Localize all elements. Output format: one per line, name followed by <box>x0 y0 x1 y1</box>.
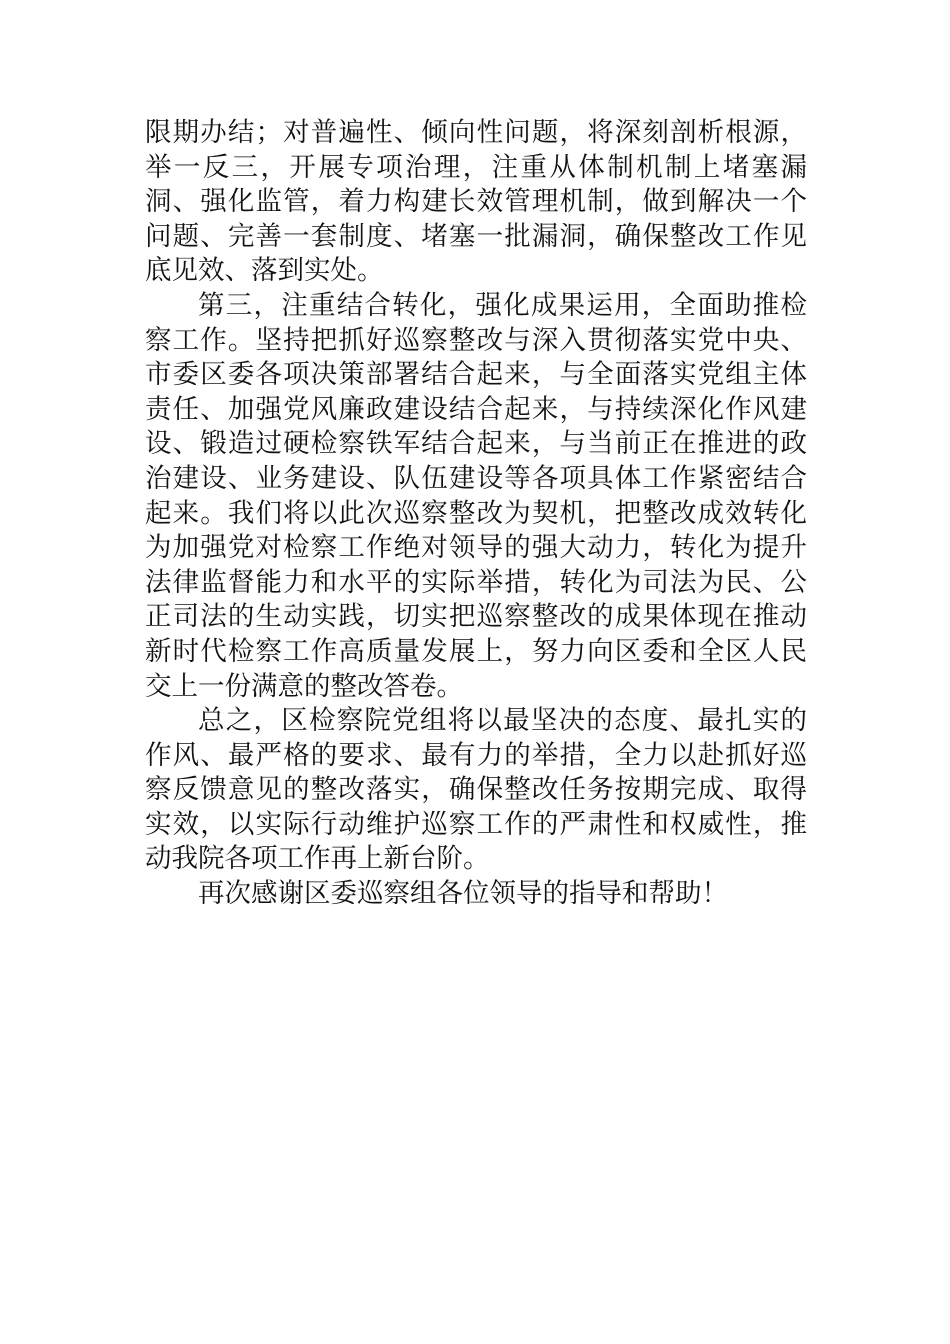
paragraph-thanks: 再次感谢区委巡察组各位领导的指导和帮助！ <box>198 878 728 910</box>
paragraph-continuation: 限期办结；对普遍性、倾向性问题，将深刻剖析根源，举一反三，开展专项治理，注重从体制机制上堵塞漏洞、强化监管，着力构建长效管理机制，做到解决一个问题、完善一套制度、堵塞一批漏洞，确保整改工作见底见效、落到实处。 <box>145 117 807 287</box>
paragraph-summary: 总之，区检察院党组将以最坚决的态度、最扎实的作风、最严格的要求、最有力的举措，全力以赴抓好巡察反馈意见的整改落实，确保整改任务按期完成、取得实效，以实际行动维护巡察工作的严肃性和权威性，推动我院各项工作再上新台阶。 <box>145 705 807 875</box>
paragraph-third-point: 第三，注重结合转化，强化成果运用，全面助推检察工作。坚持把抓好巡察整改与深入贯彻落实党中央、市委区委各项决策部署结合起来，与全面落实党组主体责任、加强党风廉政建设结合起来，与持续深化作风建设、锻造过硬检察铁军结合起来，与当前正在推进的政治建设、业务建设、队伍建设等各项具体工作紧密结合起来。我们将以此次巡察整改为契机，把整改成效转化为加强党对检察工作绝对领导的强大动力，转化为提升法律监督能力和水平的实际举措，转化为司法为民、公正司法的生动实践，切实把巡察整改的成果体现在推动新时代检察工作高质量发展上，努力向区委和全区人民交上一份满意的整改答卷。 <box>145 289 807 702</box>
document-body <box>145 116 807 912</box>
